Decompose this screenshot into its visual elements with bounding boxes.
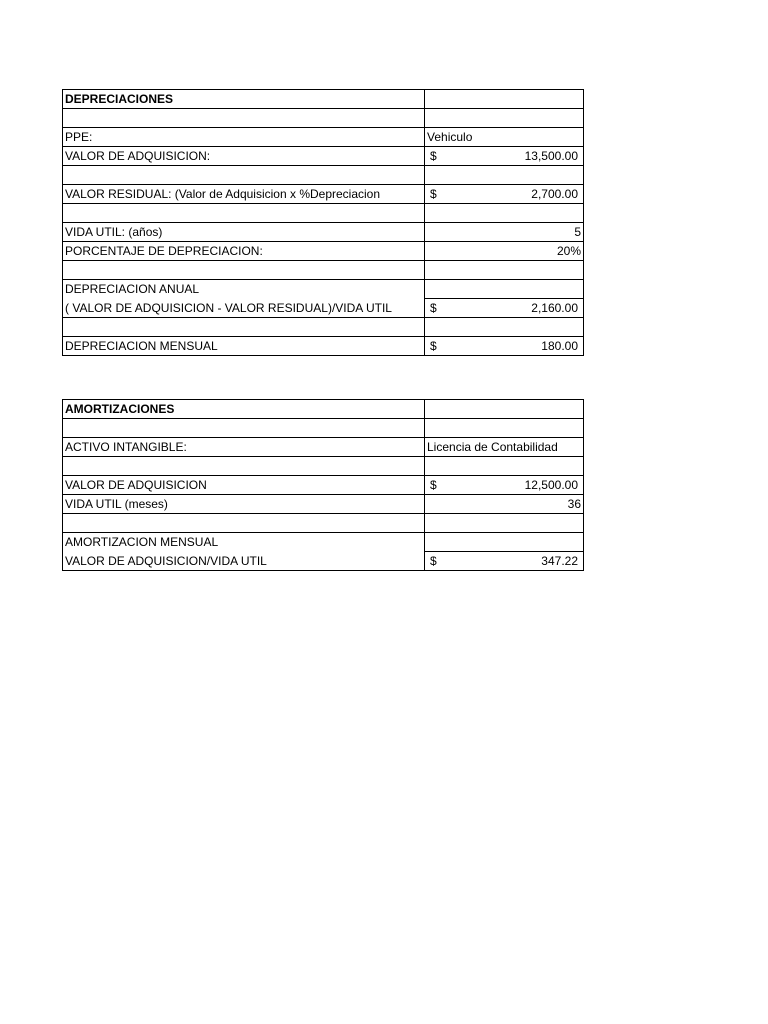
- empty-cell[interactable]: [63, 514, 425, 533]
- empty-cell[interactable]: [425, 109, 584, 128]
- table-row: [63, 337, 584, 356]
- empty-cell[interactable]: [425, 166, 584, 185]
- table-row: [63, 147, 584, 166]
- amortizacion-mensual-label[interactable]: AMORTIZACION MENSUAL: [63, 533, 425, 552]
- depreciacion-anual-label[interactable]: DEPRECIACION ANUAL: [63, 280, 425, 299]
- amortizaciones-title[interactable]: AMORTIZACIONES: [63, 400, 425, 419]
- empty-cell[interactable]: [425, 457, 584, 476]
- empty-cell[interactable]: [63, 457, 425, 476]
- currency-symbol: $: [430, 187, 437, 201]
- table-row: [63, 185, 584, 204]
- porcentaje-label[interactable]: PORCENTAJE DE DEPRECIACION:: [63, 242, 425, 261]
- table-row: [63, 90, 584, 109]
- amortizacion-formula-label[interactable]: VALOR DE ADQUISICION/VIDA UTIL: [63, 552, 425, 571]
- amort-adquisicion-label[interactable]: VALOR DE ADQUISICION: [63, 476, 425, 495]
- table-row: [63, 223, 584, 242]
- activo-intangible-label[interactable]: ACTIVO INTANGIBLE:: [63, 438, 425, 457]
- table-row: [63, 261, 584, 280]
- amort-adquisicion-value: 12,500.00: [524, 478, 578, 492]
- table-row: [63, 438, 584, 457]
- amortizacion-mensual-value: 347.22: [541, 554, 578, 568]
- depreciaciones-title[interactable]: DEPRECIACIONES: [63, 90, 425, 109]
- depreciacion-anual-value: 2,160.00: [531, 301, 578, 315]
- empty-cell[interactable]: [425, 400, 584, 419]
- currency-symbol: $: [430, 149, 437, 163]
- empty-cell[interactable]: [63, 109, 425, 128]
- depreciacion-mensual-label[interactable]: DEPRECIACION MENSUAL: [63, 337, 425, 356]
- table-row: [63, 457, 584, 476]
- empty-cell[interactable]: [425, 533, 584, 552]
- residual-value: 2,700.00: [531, 187, 578, 201]
- table-row: [63, 166, 584, 185]
- table-row: [63, 204, 584, 223]
- currency-symbol: $: [430, 301, 437, 315]
- depreciacion-anual-value-cell[interactable]: [425, 299, 584, 318]
- empty-cell[interactable]: [425, 514, 584, 533]
- residual-label[interactable]: VALOR RESIDUAL: (Valor de Adquisicion x %Depreciacion: [63, 185, 425, 204]
- depreciacion-mensual-value-cell[interactable]: [425, 337, 584, 356]
- amortizaciones-table: [62, 399, 584, 571]
- amortizacion-mensual-value-cell[interactable]: [425, 552, 584, 571]
- currency-symbol: $: [430, 339, 437, 353]
- table-row: [63, 109, 584, 128]
- adquisicion-label[interactable]: VALOR DE ADQUISICION:: [63, 147, 425, 166]
- table-row: [63, 476, 584, 495]
- empty-cell[interactable]: [425, 204, 584, 223]
- adquisicion-value-cell[interactable]: [425, 147, 584, 166]
- table-row: [63, 533, 584, 552]
- depreciaciones-table: [62, 89, 584, 356]
- empty-cell[interactable]: [425, 280, 584, 299]
- table-row: [63, 242, 584, 261]
- empty-cell[interactable]: [63, 419, 425, 438]
- vida-util-label[interactable]: VIDA UTIL: (años): [63, 223, 425, 242]
- table-row: [63, 299, 584, 318]
- table-row: [63, 552, 584, 571]
- table-row: [63, 280, 584, 299]
- empty-cell[interactable]: [425, 90, 584, 109]
- amort-vida-util-label[interactable]: VIDA UTIL (meses): [63, 495, 425, 514]
- activo-intangible-value[interactable]: Licencia de Contabilidad: [425, 438, 584, 457]
- empty-cell[interactable]: [425, 419, 584, 438]
- empty-cell[interactable]: [425, 318, 584, 337]
- amort-vida-util-value[interactable]: 36: [425, 495, 584, 514]
- table-row: [63, 318, 584, 337]
- table-row: [63, 128, 584, 147]
- ppe-value[interactable]: Vehiculo: [425, 128, 584, 147]
- ppe-label[interactable]: PPE:: [63, 128, 425, 147]
- table-row: [63, 495, 584, 514]
- adquisicion-value: 13,500.00: [524, 149, 578, 163]
- porcentaje-value[interactable]: 20%: [425, 242, 584, 261]
- empty-cell[interactable]: [425, 261, 584, 280]
- table-row: [63, 514, 584, 533]
- empty-cell[interactable]: [63, 204, 425, 223]
- table-row: [63, 419, 584, 438]
- depreciacion-mensual-value: 180.00: [541, 339, 578, 353]
- depreciacion-anual-formula[interactable]: ( VALOR DE ADQUISICION - VALOR RESIDUAL)/VIDA UTIL: [63, 299, 425, 318]
- residual-value-cell[interactable]: [425, 185, 584, 204]
- empty-cell[interactable]: [63, 318, 425, 337]
- vida-util-value[interactable]: 5: [425, 223, 584, 242]
- amort-adquisicion-value-cell[interactable]: [425, 476, 584, 495]
- currency-symbol: $: [430, 478, 437, 492]
- empty-cell[interactable]: [63, 166, 425, 185]
- table-row: [63, 400, 584, 419]
- empty-cell[interactable]: [63, 261, 425, 280]
- currency-symbol: $: [430, 554, 437, 568]
